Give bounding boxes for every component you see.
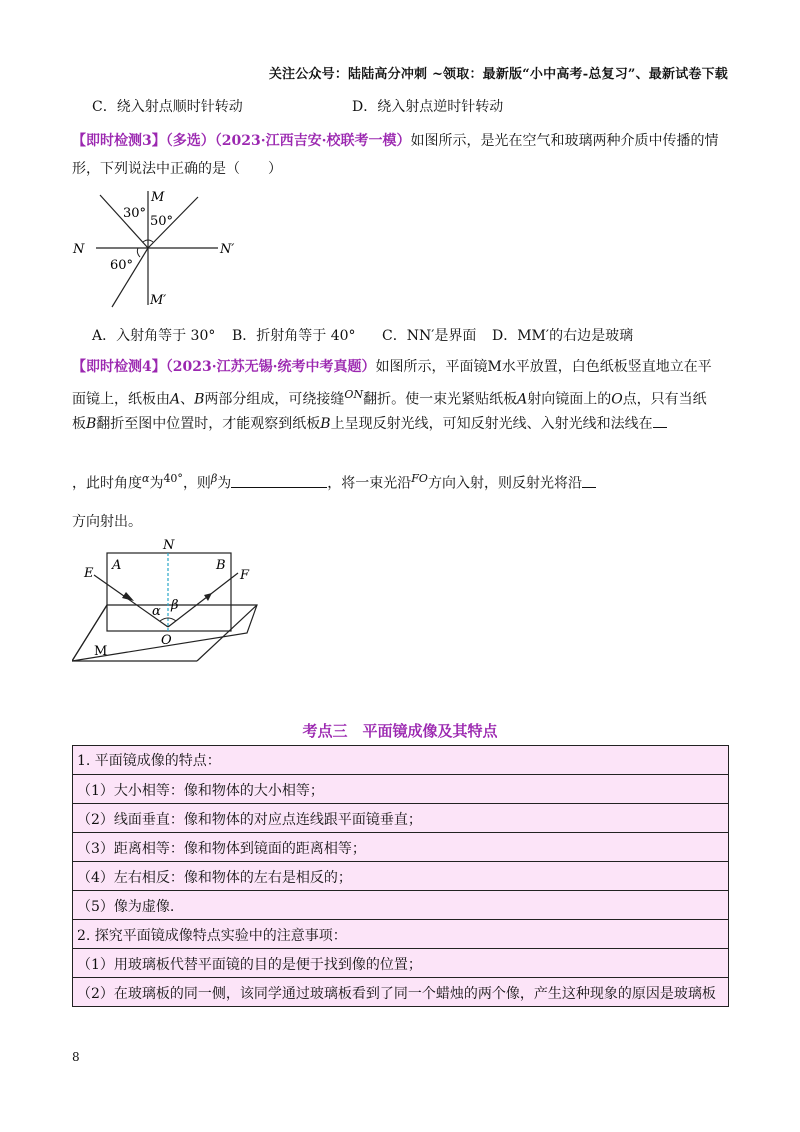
box-row: [73, 919, 728, 949]
box-row-text: （1）用玻璃板代替平面镜的目的是便于找到像的位置；: [77, 957, 422, 973]
answer-blank-2[interactable]: [231, 473, 327, 488]
box-row-text: （3）距离相等：像和物体到镜面的距离相等；: [77, 841, 366, 857]
question-3-stem-line1: [72, 131, 718, 151]
question-4-line1: [72, 357, 712, 377]
page-header: 关注公众号：陆陆高分冲刺 ~领取：最新版“小中高考-总复习”、最新试卷下载: [268, 67, 728, 82]
question-3-tag: 【即时检测3】（多选）（2023·江西吉安·校联考一模）: [72, 133, 411, 149]
ray-upper-left: [100, 195, 148, 248]
q4-var: ON: [344, 388, 364, 401]
question-4-text1: 如图所示，平面镜M水平放置，白色纸板竖直地立在平: [375, 359, 712, 375]
q4-text: 射向镜面上的: [527, 391, 612, 408]
q4-text: 板: [72, 416, 86, 432]
question-3-text1: 如图所示，是光在空气和玻璃两种介质中传播的情: [410, 133, 719, 149]
mirror-right-edge: [197, 605, 257, 661]
box-row: [73, 803, 728, 833]
q2-option-c: C．绕入射点顺时针转动: [92, 99, 243, 115]
answer-blank-3[interactable]: [582, 473, 596, 488]
reflected-arrow: [204, 593, 212, 601]
box-row-text: 2. 探究平面镜成像特点实验中的注意事项：: [77, 928, 347, 944]
question-4-line4: [72, 469, 596, 494]
question-4-figure: [72, 535, 272, 667]
box-row-text: 1. 平面镜成像的特点：: [77, 753, 221, 769]
q4-text: 方向入射，则反射光将沿: [427, 475, 582, 492]
q4-text: ，则: [182, 475, 211, 492]
label-30deg: 30°: [123, 206, 147, 221]
box-row: [73, 948, 728, 978]
q4-var: B: [194, 391, 205, 408]
label-n: N: [163, 538, 175, 553]
page-number: 8: [72, 1050, 80, 1064]
question-3-figure: [70, 185, 250, 315]
q4-text: 翻折。使一束光紧贴纸板: [363, 391, 518, 408]
box-row: [73, 832, 728, 862]
box-row-text: （2）线面垂直：像和物体的对应点连线跟平面镜垂直；: [77, 812, 422, 828]
q4-var: A: [170, 391, 181, 408]
q3-option-c: C．NN′是界面: [382, 328, 477, 344]
label-e: E: [84, 566, 94, 581]
q2-option-d: D．绕入射点逆时针转动: [352, 99, 504, 115]
box-row: [73, 774, 728, 804]
q3-option-b: B．折射角等于 40°: [232, 328, 356, 344]
question-4-tag: 【即时检测4】（2023·江苏无锡·统考中考真题）: [72, 359, 376, 375]
label-n-prime: N′: [220, 242, 235, 257]
label-b: B: [216, 558, 226, 573]
q4-var: β: [210, 472, 218, 485]
box-row: [73, 890, 728, 920]
label-alpha: α: [152, 604, 161, 619]
answer-blank-1[interactable]: [653, 413, 667, 428]
q4-var: O: [611, 391, 623, 408]
q4-var: A: [517, 391, 528, 408]
question-4-line3: [72, 413, 667, 434]
q4-text: 为: [149, 475, 164, 492]
label-a: A: [112, 558, 122, 573]
box-row-text: （4）左右相反：像和物体的左右是相反的；: [77, 870, 352, 886]
knowledge-box: [72, 745, 729, 1007]
q4-text: 面镜上，纸板由: [72, 391, 170, 408]
box-row-text: （2）在玻璃板的同一侧，该同学通过玻璃板看到了同一个蜡烛的两个像，产生这种现象的原因是玻璃板: [77, 986, 716, 1002]
q4-text: ，此时角度: [72, 475, 142, 492]
q4-text: 两部分组成，可绕接缝: [204, 391, 345, 408]
label-50deg: 50°: [150, 214, 174, 229]
q4-var: B: [320, 416, 331, 432]
q4-text: 、: [180, 391, 195, 408]
label-beta: β: [171, 598, 179, 613]
label-m: M: [151, 190, 165, 205]
q3-option-a: A．入射角等于 30°: [92, 328, 216, 344]
box-row: [73, 977, 728, 1007]
box-row-text: （5）像为虚像.: [77, 899, 175, 915]
q4-var: α: [142, 472, 150, 485]
incident-ray: [94, 575, 168, 627]
q4-var: 40°: [163, 472, 183, 485]
label-o: O: [161, 633, 172, 648]
label-n: N: [73, 242, 85, 257]
label-f: F: [240, 568, 250, 583]
label-m-prime: M′: [150, 293, 167, 308]
q4-text: 翻折至图中位置时，才能观察到纸板: [96, 416, 321, 432]
incident-arrow: [122, 592, 134, 601]
q4-text: 点，只有当纸: [622, 391, 707, 408]
section-title: 考点三 平面镜成像及其特点: [302, 722, 498, 740]
box-row: [73, 745, 728, 774]
angle-arc-bottom: [137, 248, 140, 257]
question-4-line2: [72, 385, 707, 410]
question-4-line5: 方向射出。: [72, 514, 142, 530]
q4-text: 为: [217, 475, 232, 492]
q4-var: FO: [411, 472, 428, 485]
q4-var: B: [86, 416, 97, 432]
label-60deg: 60°: [110, 258, 134, 273]
ray-lower-left: [112, 248, 148, 307]
q4-text: 上呈现反射光线，可知反射光线、入射光线和法线在: [330, 416, 653, 432]
box-row: [73, 861, 728, 891]
q4-text: ，将一束光沿: [327, 475, 412, 492]
question-3-stem-line2: 形，下列说法中正确的是（ ）: [72, 161, 282, 177]
box-row-text: （1）大小相等：像和物体的大小相等；: [77, 783, 324, 799]
label-m: M: [94, 644, 108, 659]
q3-option-d: D．MM′的右边是玻璃: [492, 328, 634, 344]
